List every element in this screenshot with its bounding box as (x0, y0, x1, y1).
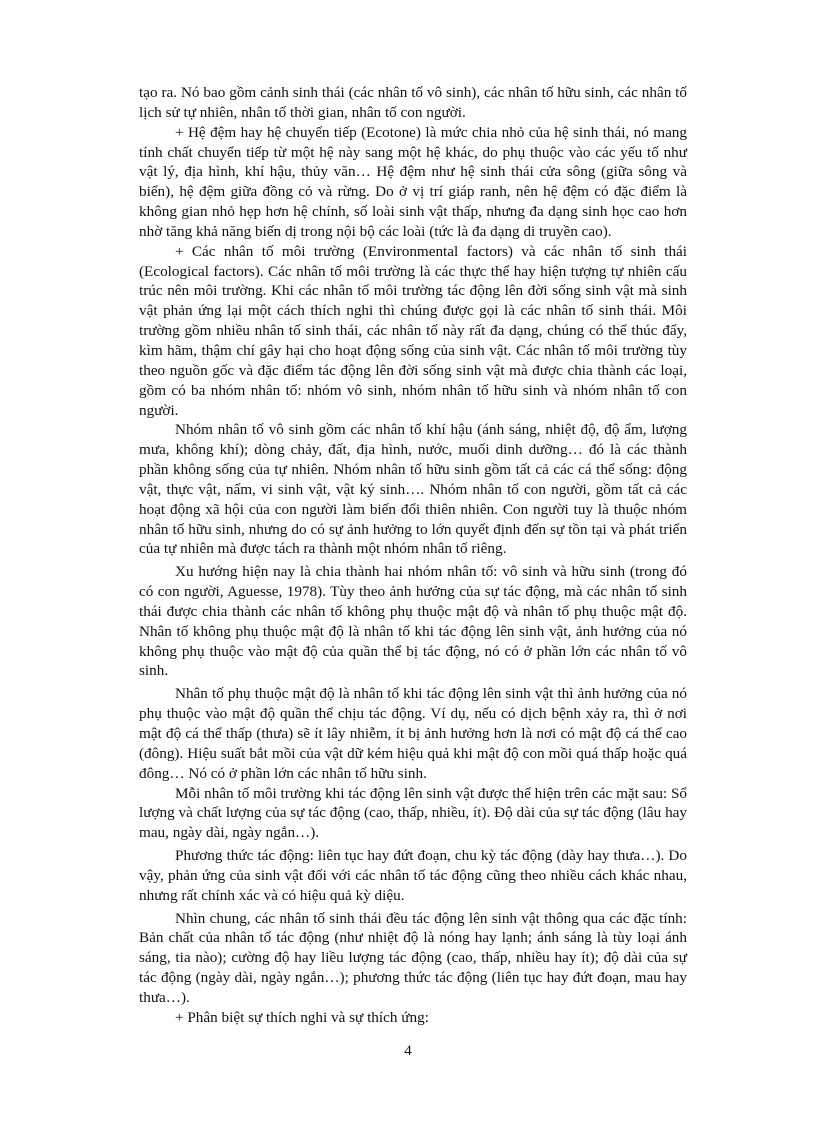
paragraph-impact-aspects: Mỗi nhân tố môi trường khi tác động lên sinh vật được thể hiện trên các mặt sau: Số lượng và chất lượng của sự tác động (cao, thấp, nhiều, ít). Độ dài của sự tác động (lâu hay mau, ngày dài, ngày ngắn…). (139, 784, 687, 842)
document-body (139, 83, 687, 1028)
paragraph-environmental-factors: + Các nhân tố môi trường (Environmental factors) và các nhân tố sinh thái (Ecological factors). Các nhân tố môi trường là các thực thể hay hiện tượng tự nhiên cấu trúc nên môi trường. Khi các nhân tố môi trường tác động lên đời sống sinh vật mà sinh vật phản ứng lại một cách thích nghi thì chúng được gọi là các nhân tố sinh thái. Môi trường gồm nhiều nhân tố sinh thái, các nhân tố này rất đa dạng, chúng có thể thúc đẩy, kìm hãm, thậm chí gây hại cho hoạt động sống của sinh vật. Các nhân tố môi trường tùy theo nguồn gốc và đặc điểm tác động lên đời sống sinh vật mà được chia thành các loại, gồm có ba nhóm nhân tố: nhóm vô sinh, nhóm nhân tố hữu sinh và nhóm nhân tố con người. (139, 242, 687, 419)
paragraph-current-trend: Xu hướng hiện nay là chia thành hai nhóm nhân tố: vô sinh và hữu sinh (trong đó có con người, Aguesse, 1978). Tùy theo ảnh hưởng của sự tác động, mà các nhân tố sinh thái được chia thành các nhân tố không phụ thuộc mật độ và nhân tố phụ thuộc mật độ. Nhân tố không phụ thuộc mật độ là nhân tố khi tác động lên sinh vật, ảnh hưởng của nó không phụ thuộc vào mật độ của quần thể bị tác động, nó có ở phần lớn các nhân tố vô sinh. (139, 563, 687, 680)
paragraph-general-properties: Nhìn chung, các nhân tố sinh thái đều tác động lên sinh vật thông qua các đặc tính: Bản chất của nhân tố tác động (như nhiệt độ là nóng hay lạnh; ánh sáng là tùy loại ánh sáng, tia nào); cường độ hay liều lượng tác động (cao, thấp, nhiều hay ít); độ dài của sự tác động (ngày dài, ngày ngắn…); phương thức tác động (liên tục hay đứt đoạn, mau hay thưa…). (139, 909, 687, 1006)
paragraph-factor-groups: Nhóm nhân tố vô sinh gồm các nhân tố khí hậu (ánh sáng, nhiệt độ, độ ẩm, lượng mưa, không khí); dòng chảy, đất, địa hình, nước, muối dinh dưỡng… đó là các thành phần không sống của tự nhiên. Nhóm nhân tố hữu sinh gồm tất cả các cá thể sống: động vật, thực vật, nấm, vi sinh vật, vật ký sinh…. Nhóm nhân tố con người, gồm tất cả các hoạt động xã hội của con người làm biến đổi thiên nhiên. Con người tuy là thuộc nhóm nhân tố hữu sinh, nhưng do có sự ảnh hưởng to lớn quyết định đến sự tồn tại và phát triển của tự nhiên mà được tách ra thành một nhóm nhân tố riêng. (139, 421, 687, 558)
paragraph-density-dependent: Nhân tố phụ thuộc mật độ là nhân tố khi tác động lên sinh vật thì ảnh hưởng của nó phụ thuộc vào mật độ quần thể chịu tác động. Ví dụ, nếu có dịch bệnh xảy ra, thì ở nơi mật độ cá thể thấp (thưa) sẽ ít lây nhiễm, ít bị ảnh hưởng hơn là nơi có mật độ cá thể cao (đông). Hiệu suất bắt mồi của vật dữ kém hiệu quả khi mật độ con mồi quá thấp hoặc quá đông… Nó có ở phần lớn các nhân tố hữu sinh. (139, 685, 687, 782)
paragraph-adaptation-heading: + Phân biệt sự thích nghi và sự thích ứng: (175, 1008, 429, 1026)
paragraph-impact-mode: Phương thức tác động: liên tục hay đứt đoạn, chu kỳ tác động (dày hay thưa…). Do vậy, phản ứng của sinh vật đối với các nhân tố tác động cũng theo nhiều cách khác nhau, nhưng rất chính xác và có hiệu quả kỳ diệu. (139, 847, 687, 904)
page-number: 4 (404, 1043, 412, 1059)
paragraph-continuation: tạo ra. Nó bao gồm cảnh sinh thái (các nhân tố vô sinh), các nhân tố hữu sinh, các nhân tố lịch sử tự nhiên, nhân tố thời gian, nhân tố con người. (139, 84, 687, 121)
paragraph-ecotone: + Hệ đệm hay hệ chuyển tiếp (Ecotone) là mức chia nhỏ của hệ sinh thái, nó mang tính chất chuyển tiếp từ một hệ này sang một hệ khác, do phụ thuộc vào các yếu tố như vật lý, địa hình, khí hậu, thủy văn… Hệ đệm như hệ sinh thái cửa sông (giữa sông và biển), hệ đệm giữa đồng cỏ và rừng. Do ở vị trí giáp ranh, nên hệ đệm có đặc điểm là không gian nhỏ hẹp hơn hệ chính, số loài sinh vật thấp, nhưng đa dạng sinh học cao hơn nhờ tăng khả năng biến dị trong nội bộ các loài (tức là đa dạng di truyền cao). (139, 123, 687, 240)
